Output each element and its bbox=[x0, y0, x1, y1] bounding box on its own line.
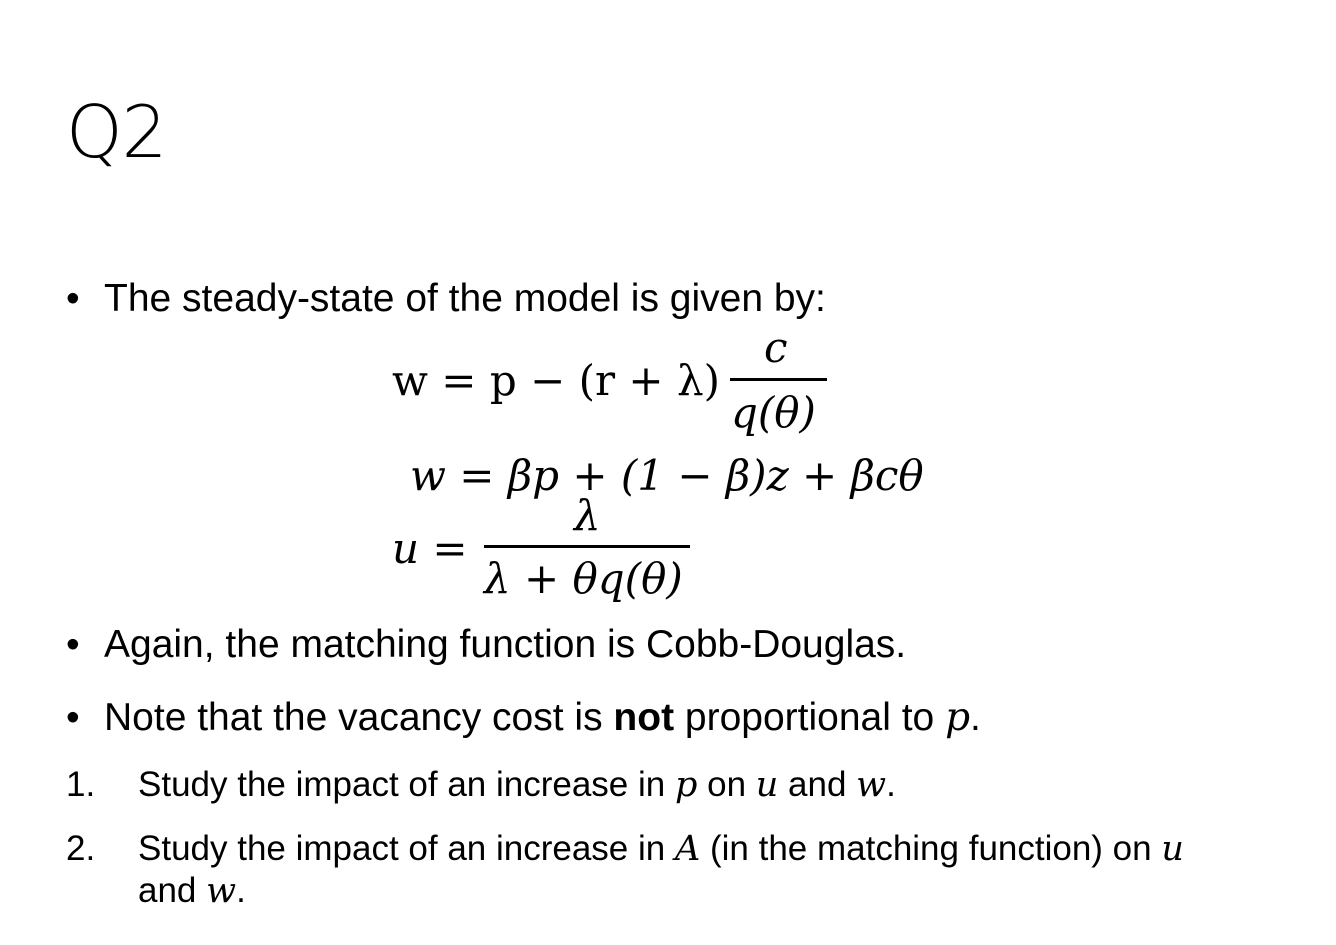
equation-wage-bargaining: w = βp + (1 − β)z + βcθ bbox=[410, 451, 924, 500]
item-number: 1. bbox=[66, 765, 96, 804]
text-segment: . bbox=[886, 765, 896, 804]
item-text bbox=[138, 764, 1258, 806]
equation-unemployment-lhs: u = bbox=[392, 524, 468, 573]
item-number: 2. bbox=[66, 829, 96, 868]
emphasis-not: not bbox=[613, 696, 675, 739]
equation-wage-curve-denominator: q(θ) bbox=[731, 388, 816, 437]
text-segment: Note that the vacancy cost is bbox=[104, 696, 614, 739]
text-segment: proportional to bbox=[674, 696, 946, 739]
slide-title: Q2 bbox=[66, 90, 167, 174]
text-segment: and bbox=[778, 765, 857, 804]
math-variable-u: u bbox=[1161, 829, 1184, 869]
equation-wage-curve-numerator: c bbox=[764, 323, 788, 372]
math-variable-w: w bbox=[856, 765, 887, 805]
fraction-bar bbox=[730, 378, 827, 381]
math-variable-p: p bbox=[674, 765, 698, 805]
equation-unemployment-denominator: λ + θq(θ) bbox=[484, 554, 683, 603]
text-segment: . bbox=[970, 696, 981, 739]
math-variable-u: u bbox=[755, 765, 779, 805]
text-segment: and bbox=[138, 871, 207, 910]
bullet-marker: • bbox=[66, 623, 80, 666]
text-segment: Study the impact of an increase in bbox=[138, 765, 675, 804]
equation-wage-curve-lhs: w = p − (r + λ) bbox=[392, 356, 720, 405]
text-segment: . bbox=[236, 871, 246, 910]
fraction-bar bbox=[484, 545, 690, 548]
bullet-marker: • bbox=[66, 696, 80, 739]
bullet-text bbox=[104, 695, 981, 742]
bullet-text: Again, the matching function is Cobb-Douglas. bbox=[104, 623, 907, 666]
math-variable-A: A bbox=[674, 829, 701, 869]
bullet-text: The steady-state of the model is given by: bbox=[104, 277, 826, 320]
math-variable-w: w bbox=[206, 871, 237, 911]
item-text bbox=[138, 828, 1258, 912]
equation-unemployment-numerator: λ bbox=[574, 491, 601, 540]
bullet-marker: • bbox=[66, 277, 80, 320]
text-segment: Study the impact of an increase in bbox=[138, 829, 675, 868]
text-segment: (in the matching function) on bbox=[700, 829, 1162, 868]
text-segment: on bbox=[697, 765, 756, 804]
math-variable-p: p bbox=[945, 695, 971, 740]
